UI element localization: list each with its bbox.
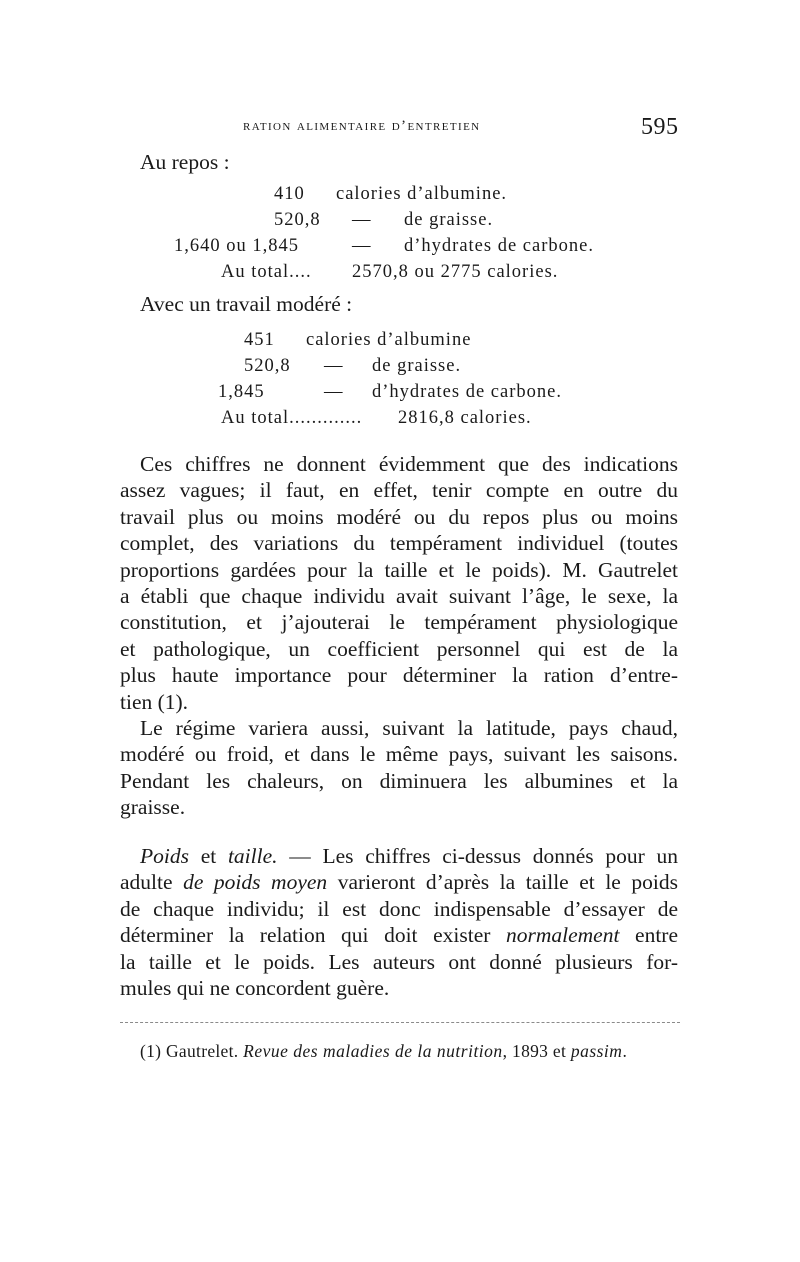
footnote (140, 1041, 627, 1062)
emphasis: de poids moyen (183, 870, 328, 895)
amount: 410 (274, 184, 305, 204)
travail-row-graisse (0, 356, 800, 382)
text-line: Le régime variera aussi, suivant la latitude, pays chaud, (140, 716, 678, 740)
text-fragment: entre (619, 923, 678, 948)
amount: 520,8 (244, 356, 291, 376)
amount: 1,640 ou 1,845 (174, 236, 299, 256)
amount: 451 (244, 330, 275, 350)
paragraph-chiffres (120, 451, 678, 715)
paragraph-poids-taille (120, 843, 678, 1001)
text-line: de chaque individu; il est donc indispensable d’essayer de (120, 896, 678, 921)
emphasis: normalement (506, 923, 620, 948)
text-line: et pathologique, un coefficient personnel qui est de la (120, 636, 678, 661)
text-line: Ces chiffres ne donnent évidemment que des indications (140, 452, 678, 476)
text-line: travail plus ou moins modéré ou du repos plus ou moins (120, 504, 678, 529)
text-fragment: déterminer la relation qui doit exister (120, 923, 506, 948)
text-fragment: . (622, 1041, 628, 1061)
total-label: Au total.... (221, 262, 312, 282)
paragraph-regime (120, 715, 678, 821)
total-value: 2570,8 ou 2775 calories. (352, 262, 559, 282)
description: calories d’albumine. (336, 184, 508, 204)
travail-label: Avec un travail modéré : (140, 292, 353, 316)
repos-row-albumine (0, 184, 800, 210)
page-number: 595 (641, 114, 679, 140)
text-line: mules qui ne concordent guère. (120, 976, 390, 1001)
footnote-ref: (1) Gautrelet. (140, 1041, 244, 1061)
repos-label: Au repos : (140, 150, 230, 174)
text-line (120, 922, 678, 948)
total-label: Au total............. (221, 408, 363, 428)
running-title: ration alimentaire d’entretien (243, 118, 481, 134)
page-header (0, 116, 800, 144)
repos-row-graisse (0, 210, 800, 236)
travail-row-albumine (0, 330, 800, 356)
repos-row-carbone (0, 236, 800, 262)
description: d’hydrates de carbone. (404, 236, 594, 256)
text-line: assez vagues; il faut, en effet, tenir compte en outre du (120, 478, 678, 503)
section-title: taille. (227, 844, 278, 868)
text-line: proportions gardées pour la taille et le poids). M. Gautrelet (120, 557, 678, 582)
travail-total-row (0, 408, 800, 434)
amount: 1,845 (218, 382, 265, 402)
ditto-dash: — (352, 210, 372, 230)
text-line: complet, des variations du tempérament individuel (toutes (120, 531, 678, 556)
text-line: modéré ou froid, et dans le même pays, suivant les saisons. (120, 742, 678, 767)
repos-total-row (0, 262, 800, 288)
text-fragment: , 1893 et (502, 1041, 571, 1061)
text-line: tien (1). (120, 689, 189, 714)
ditto-dash: — (324, 382, 344, 402)
travail-row-carbone (0, 382, 800, 408)
text-line: graisse. (120, 795, 186, 820)
text-fragment: adulte (120, 870, 184, 895)
footnote-divider (120, 1022, 680, 1023)
text-line (120, 843, 678, 869)
description: calories d’albumine (306, 330, 472, 350)
text-line: la taille et le poids. Les auteurs ont donné plusieurs for- (120, 949, 678, 974)
text-fragment: varieront d’après la taille et le poids (327, 870, 678, 895)
amount: 520,8 (274, 210, 321, 230)
text-fragment: et (188, 844, 228, 868)
ditto-dash: — (324, 356, 344, 376)
journal-title: Revue des maladies de la nutrition (243, 1041, 503, 1061)
section-title: Poids (140, 844, 189, 868)
text-line: Pendant les chaleurs, on diminuera les albumines et la (120, 768, 678, 793)
text-line: constitution, et j’ajouterai le tempérament physiologique (120, 610, 678, 635)
text-line: a établi que chaque individu avait suivant l’âge, le sexe, la (120, 584, 678, 609)
text-line: plus haute importance pour déterminer la ration d’entre- (120, 663, 678, 688)
emphasis: passim (570, 1041, 623, 1061)
description: de graisse. (372, 356, 462, 376)
description: de graisse. (404, 210, 494, 230)
description: d’hydrates de carbone. (372, 382, 562, 402)
ditto-dash: — (352, 236, 372, 256)
text-fragment: — Les chiffres ci-dessus donnés pour un (277, 844, 678, 868)
text-line (120, 869, 678, 895)
total-value: 2816,8 calories. (398, 408, 532, 428)
